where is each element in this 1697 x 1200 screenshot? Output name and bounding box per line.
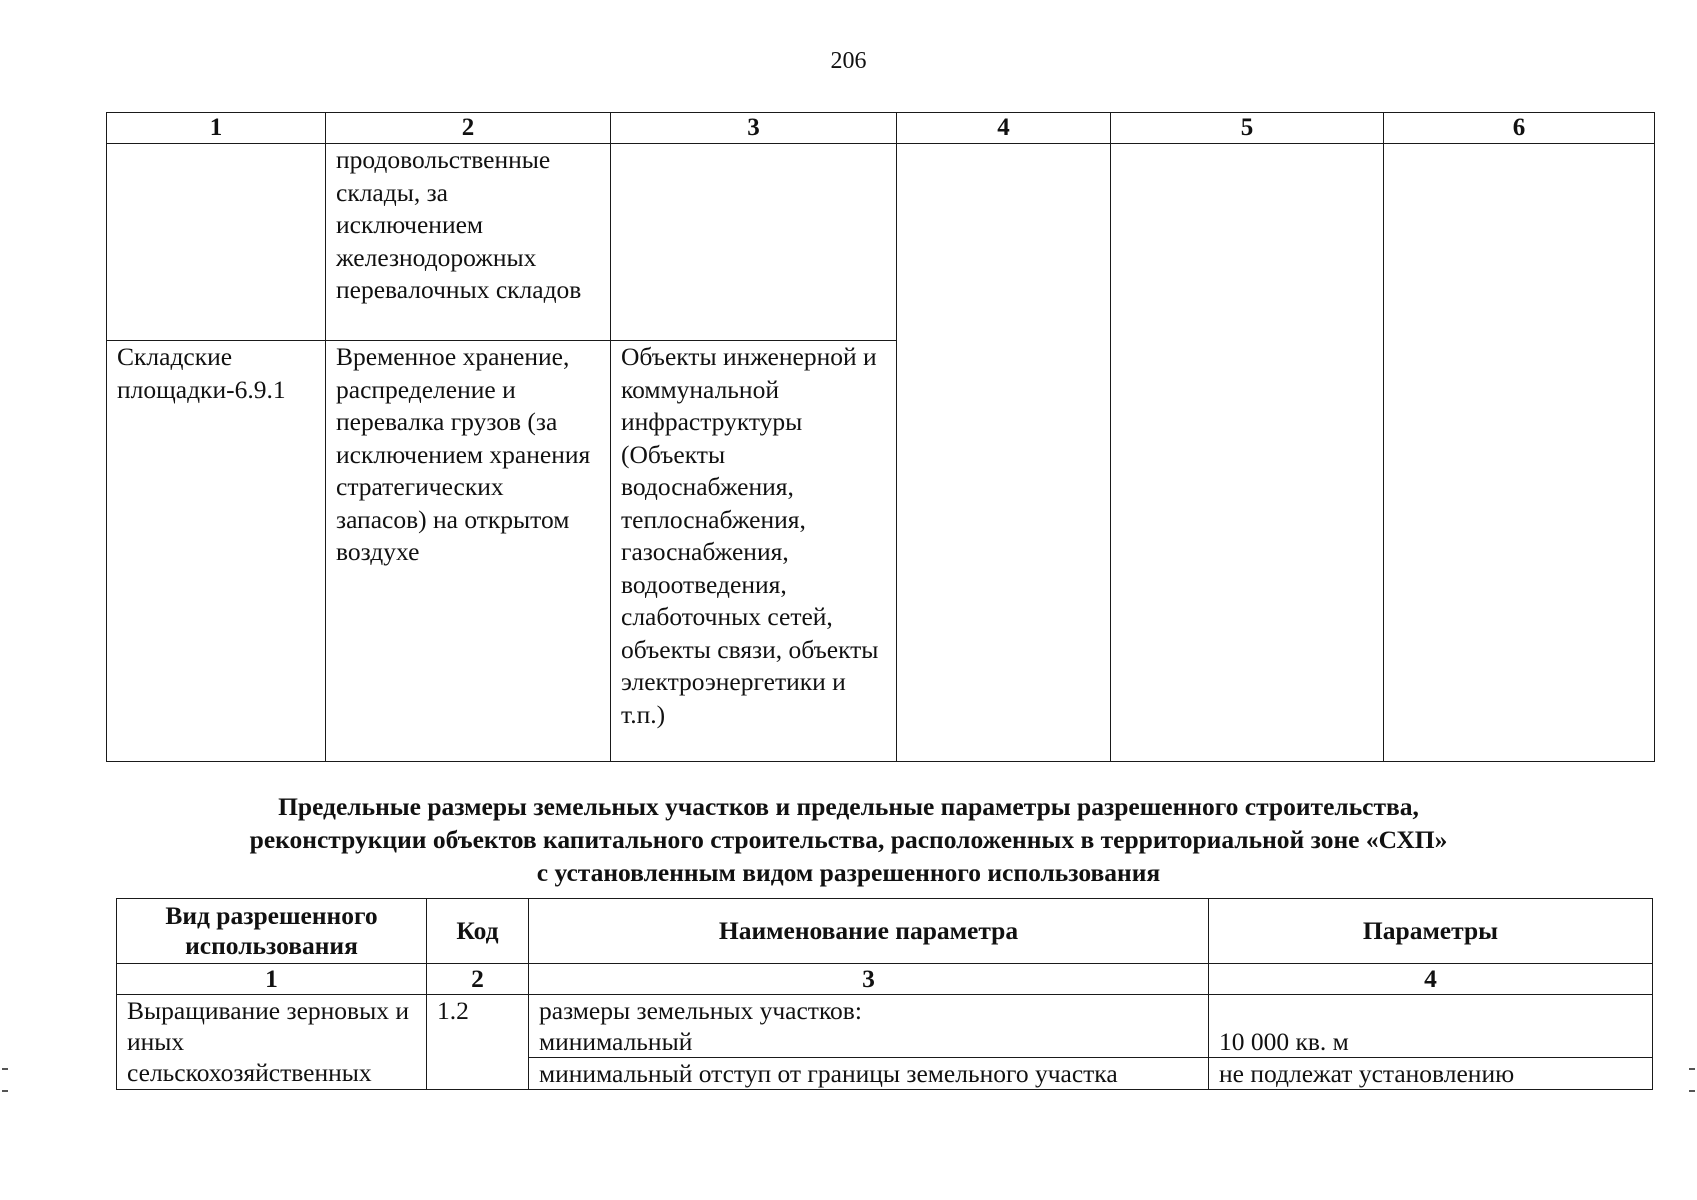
table-cell-parameter-value: 10 000 кв. м bbox=[1209, 995, 1653, 1058]
column-number-2: 2 bbox=[326, 113, 611, 144]
header-use-type: Вид разрешенного использования bbox=[117, 899, 427, 964]
column-number-3: 3 bbox=[529, 964, 1209, 995]
table-cell-use-type: Выращивание зерновых и иных сельскохозяйственных bbox=[117, 995, 427, 1090]
table-cell-parameter bbox=[529, 995, 1209, 1058]
table-cell-use-type: Складские площадки-6.9.1 bbox=[107, 341, 326, 762]
section-title-line: с установленным видом разрешенного использования bbox=[536, 858, 1161, 887]
section-title-line: Предельные размеры земельных участков и предельные параметры разрешенного строительства, bbox=[278, 792, 1419, 821]
section-title-line: реконструкции объектов капитального строительства, расположенных в территориальной зоне «СХП» bbox=[249, 825, 1448, 854]
table-cell bbox=[897, 341, 1111, 762]
parameter-label: размеры земельных участков: bbox=[539, 996, 862, 1025]
section-title bbox=[0, 790, 1697, 889]
table-cell-code: 1.2 bbox=[427, 995, 529, 1090]
table-cell bbox=[1111, 341, 1384, 762]
parameter-sub-label: минимальный bbox=[539, 1027, 693, 1056]
table-cell-auxiliary-uses: Объекты инженерной и коммунальной инфраструктуры (Объекты водоснабжения, теплоснабжения, газоснабжения, водоотведения, слаботочных сетей, объекты связи, объекты электроэнергетики и т.п.) bbox=[611, 341, 897, 762]
table-cell bbox=[1384, 144, 1655, 341]
scan-margin-mark bbox=[1689, 1068, 1695, 1092]
table-row bbox=[117, 995, 1653, 1058]
table-cell-warehouses-continued: продовольственные склады, за исключением железнодорожных перевалочных складов bbox=[326, 144, 611, 341]
column-number-2: 2 bbox=[427, 964, 529, 995]
column-number-4: 4 bbox=[1209, 964, 1653, 995]
parameters-table bbox=[116, 898, 1653, 1090]
table-cell-description: Временное хранение, распределение и перевалка грузов (за исключением хранения стратегических запасов) на открытом воздухе bbox=[326, 341, 611, 762]
table-cell bbox=[1384, 341, 1655, 762]
table-row bbox=[107, 144, 1655, 341]
land-use-table-continued bbox=[106, 112, 1655, 762]
table-row bbox=[107, 341, 1655, 762]
column-number-4: 4 bbox=[897, 113, 1111, 144]
table-cell bbox=[897, 144, 1111, 341]
header-parameter-name: Наименование параметра bbox=[529, 899, 1209, 964]
column-number-1: 1 bbox=[117, 964, 427, 995]
column-number-3: 3 bbox=[611, 113, 897, 144]
table-cell-parameter-value: не подлежат установлению bbox=[1209, 1058, 1653, 1090]
header-code: Код bbox=[427, 899, 529, 964]
column-number-5: 5 bbox=[1111, 113, 1384, 144]
table-cell bbox=[611, 144, 897, 341]
table-cell bbox=[107, 144, 326, 341]
column-number-1: 1 bbox=[107, 113, 326, 144]
header-parameters: Параметры bbox=[1209, 899, 1653, 964]
table-cell bbox=[1111, 144, 1384, 341]
column-number-6: 6 bbox=[1384, 113, 1655, 144]
table-cell-parameter: минимальный отступ от границы земельного участка bbox=[529, 1058, 1209, 1090]
scan-margin-mark bbox=[2, 1068, 8, 1092]
page-number: 206 bbox=[830, 48, 867, 74]
